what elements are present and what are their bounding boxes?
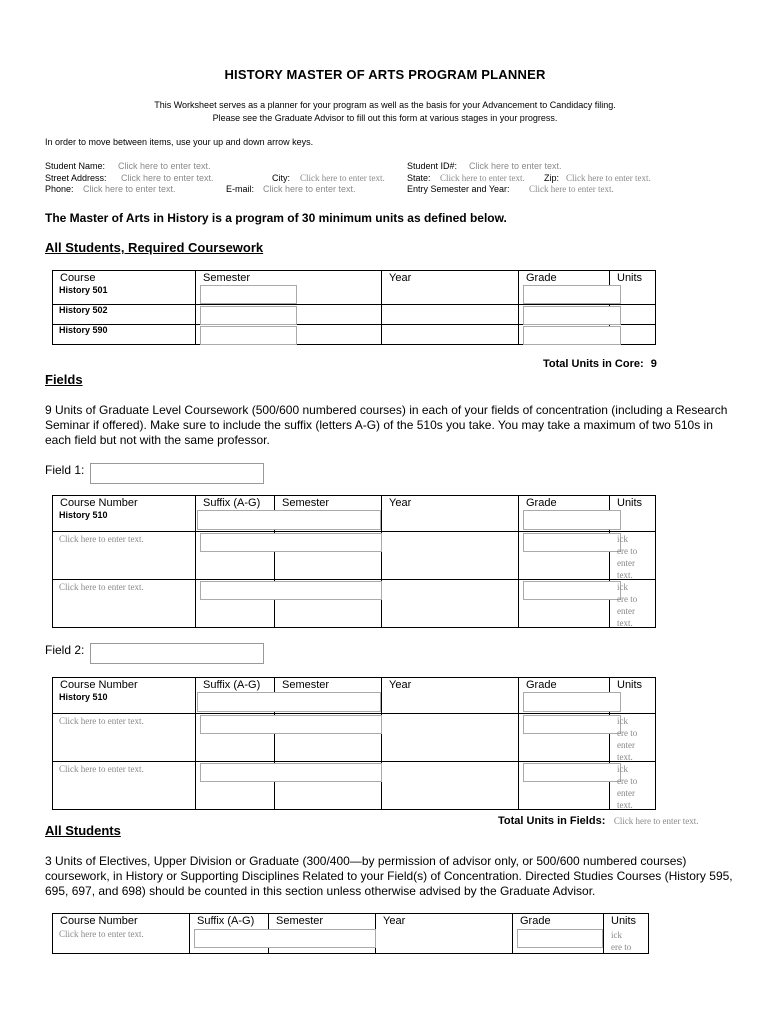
col-header-grade: Grade <box>519 678 610 693</box>
col-header-grade: Grade <box>513 914 604 929</box>
course-cell[interactable] <box>53 531 196 579</box>
grade-cell[interactable] <box>519 510 610 531</box>
col-header-course-number: Course Number <box>53 678 196 693</box>
suffix-cell[interactable] <box>196 579 275 627</box>
table-row <box>53 285 656 304</box>
field-1-label: Field 1: <box>45 463 85 477</box>
year-cell[interactable] <box>376 928 513 953</box>
units-placeholder[interactable]: ick ere to enter text. <box>617 715 638 762</box>
grade-cell[interactable] <box>519 579 610 627</box>
year-cell[interactable] <box>382 510 519 531</box>
core-total <box>543 358 657 370</box>
fields-total-label: Total Units in Fields: <box>498 815 606 827</box>
grade-cell[interactable] <box>519 304 610 324</box>
table-row <box>53 324 656 344</box>
fields-description: 9 Units of Graduate Level Coursework (500/600 numbered courses) in each of your fields of concentration (including a Research Seminar if offered). Make sure to include the suffix (letters A-G) of the 510s you take. You may take a maximum of two 510s in each field but not with the same professor. <box>45 403 728 447</box>
units-placeholder[interactable]: ick ere to enter text. <box>617 581 638 628</box>
table-row <box>53 510 656 531</box>
field-2-input[interactable] <box>90 643 264 664</box>
student-id-field[interactable]: Click here to enter text. <box>469 161 562 171</box>
table-row <box>53 928 649 953</box>
grade-cell[interactable] <box>519 713 610 761</box>
course-number-field[interactable]: Click here to enter text. <box>59 533 144 544</box>
semester-cell[interactable] <box>275 692 382 713</box>
grade-cell[interactable] <box>519 692 610 713</box>
semester-cell[interactable] <box>275 761 382 809</box>
units-cell[interactable] <box>610 324 656 344</box>
field-2-course-table <box>52 677 656 810</box>
course-cell: History 510 <box>53 510 196 531</box>
course-number-field[interactable]: Click here to enter text. <box>59 581 144 592</box>
phone-field[interactable]: Click here to enter text. <box>83 184 176 194</box>
table-row <box>53 304 656 324</box>
course-cell: History 501 <box>53 285 196 304</box>
col-header-semester: Semester <box>196 271 382 286</box>
col-header-units: Units <box>610 496 656 511</box>
col-header-units: Units <box>610 678 656 693</box>
col-header-grade: Grade <box>519 271 610 286</box>
units-placeholder[interactable]: ick ere to <box>611 930 632 952</box>
suffix-cell[interactable] <box>190 928 269 953</box>
grade-cell[interactable] <box>519 531 610 579</box>
col-header-year: Year <box>382 271 519 286</box>
city-label: City: <box>272 173 290 183</box>
year-cell[interactable] <box>382 692 519 713</box>
state-field[interactable]: Click here to enter text. <box>440 173 525 183</box>
suffix-cell[interactable] <box>196 713 275 761</box>
field-2-label: Field 2: <box>45 643 85 657</box>
core-total-value: 9 <box>650 358 657 370</box>
electives-description: 3 Units of Electives, Upper Division or Graduate (300/400—by permission of advisor only, or 500/600 numbered courses) coursework, in History or Supporting Disciplines Related to your Field(s) of Concentration. Directed Studies Courses (History 595, 695, 697, and 698) should be counted in this section unless otherwise advised by the Graduate Advisor. <box>45 854 733 898</box>
table-row <box>53 713 656 761</box>
navigation-instruction: In order to move between items, use your up and down arrow keys. <box>45 137 314 147</box>
fields-total-field[interactable]: Click here to enter text. <box>613 816 699 826</box>
semester-cell[interactable] <box>275 579 382 627</box>
fields-total <box>498 811 699 829</box>
course-cell[interactable] <box>53 713 196 761</box>
grade-cell[interactable] <box>519 285 610 304</box>
course-cell[interactable] <box>53 928 190 953</box>
page-title: HISTORY MASTER OF ARTS PROGRAM PLANNER <box>224 67 546 82</box>
student-name-label: Student Name: <box>45 161 106 171</box>
email-label: E-mail: <box>226 184 255 194</box>
program-statement: The Master of Arts in History is a program of 30 minimum units as defined below. <box>45 211 507 225</box>
col-header-semester: Semester <box>275 496 382 511</box>
year-cell[interactable] <box>382 285 519 304</box>
semester-cell[interactable] <box>196 324 382 344</box>
col-header-units: Units <box>610 271 656 286</box>
units-cell[interactable] <box>610 761 656 809</box>
semester-cell[interactable] <box>275 531 382 579</box>
col-header-suffix: Suffix (A-G) <box>196 678 275 693</box>
col-header-grade: Grade <box>519 496 610 511</box>
email-field[interactable]: Click here to enter text. <box>263 184 356 194</box>
entry-semester-field[interactable]: Click here to enter text. <box>529 184 614 194</box>
fields-heading: Fields <box>45 372 83 387</box>
year-cell[interactable] <box>382 324 519 344</box>
table-row <box>53 531 656 579</box>
grade-cell[interactable] <box>519 324 610 344</box>
state-label: State: <box>407 173 431 183</box>
units-cell[interactable] <box>610 579 656 627</box>
subtitle-line-2: Please see the Graduate Advisor to fill out this form at various stages in your progress. <box>212 113 558 123</box>
grade-cell[interactable] <box>513 928 604 953</box>
zip-field[interactable]: Click here to enter text. <box>566 173 651 183</box>
student-name-field[interactable]: Click here to enter text. <box>118 161 211 171</box>
year-cell[interactable] <box>382 531 519 579</box>
grade-cell[interactable] <box>519 761 610 809</box>
course-cell: History 510 <box>53 692 196 713</box>
col-header-semester: Semester <box>269 914 376 929</box>
city-field[interactable]: Click here to enter text. <box>300 173 385 183</box>
semester-cell[interactable] <box>196 285 382 304</box>
col-header-course-number: Course Number <box>53 496 196 511</box>
units-cell[interactable] <box>610 285 656 304</box>
student-id-label: Student ID#: <box>407 161 458 171</box>
units-placeholder[interactable]: ick ere to enter text. <box>617 533 638 580</box>
street-address-field[interactable]: Click here to enter text. <box>121 173 214 183</box>
col-header-suffix: Suffix (A-G) <box>190 914 269 929</box>
units-cell[interactable] <box>610 531 656 579</box>
units-cell[interactable] <box>610 510 656 531</box>
course-cell: History 590 <box>53 324 196 344</box>
entry-semester-label: Entry Semester and Year: <box>407 184 510 194</box>
col-header-units: Units <box>604 914 649 929</box>
table-row <box>53 692 656 713</box>
course-number-field[interactable]: Click here to enter text. <box>59 929 144 939</box>
course-number-field[interactable]: Click here to enter text. <box>59 763 144 774</box>
semester-cell[interactable] <box>275 510 382 531</box>
phone-label: Phone: <box>45 184 74 194</box>
year-cell[interactable] <box>382 761 519 809</box>
col-header-year: Year <box>376 914 513 929</box>
field-1-input[interactable] <box>90 463 264 484</box>
field-1-course-table <box>52 495 656 628</box>
electives-heading: All Students <box>45 823 121 838</box>
semester-cell[interactable] <box>275 713 382 761</box>
required-course-table <box>52 270 656 345</box>
semester-cell[interactable] <box>196 304 382 324</box>
col-header-course: Course <box>53 271 196 286</box>
course-cell[interactable] <box>53 579 196 627</box>
col-header-semester: Semester <box>275 678 382 693</box>
units-cell[interactable] <box>610 304 656 324</box>
units-cell[interactable] <box>610 713 656 761</box>
street-address-label: Street Address: <box>45 173 107 183</box>
units-placeholder[interactable]: ick ere to enter text. <box>617 763 638 810</box>
table-row <box>53 761 656 809</box>
core-total-label: Total Units in Core: <box>543 358 644 370</box>
course-number-field[interactable]: Click here to enter text. <box>59 715 144 726</box>
zip-label: Zip: <box>544 173 560 183</box>
suffix-cell[interactable] <box>196 531 275 579</box>
year-cell[interactable] <box>382 713 519 761</box>
col-header-course-number: Course Number <box>53 914 190 929</box>
year-cell[interactable] <box>382 579 519 627</box>
course-cell[interactable] <box>53 761 196 809</box>
col-header-suffix: Suffix (A-G) <box>196 496 275 511</box>
col-header-year: Year <box>382 678 519 693</box>
col-header-year: Year <box>382 496 519 511</box>
semester-cell[interactable] <box>269 928 376 953</box>
required-heading: All Students, Required Coursework <box>45 240 264 255</box>
units-cell[interactable] <box>604 928 649 953</box>
table-row <box>53 579 656 627</box>
units-cell[interactable] <box>610 692 656 713</box>
suffix-cell[interactable] <box>196 761 275 809</box>
subtitle-line-1: This Worksheet serves as a planner for your program as well as the basis for your Advancement to Candidacy filing. <box>154 100 616 110</box>
course-cell: History 502 <box>53 304 196 324</box>
year-cell[interactable] <box>382 304 519 324</box>
electives-course-table <box>52 913 649 954</box>
